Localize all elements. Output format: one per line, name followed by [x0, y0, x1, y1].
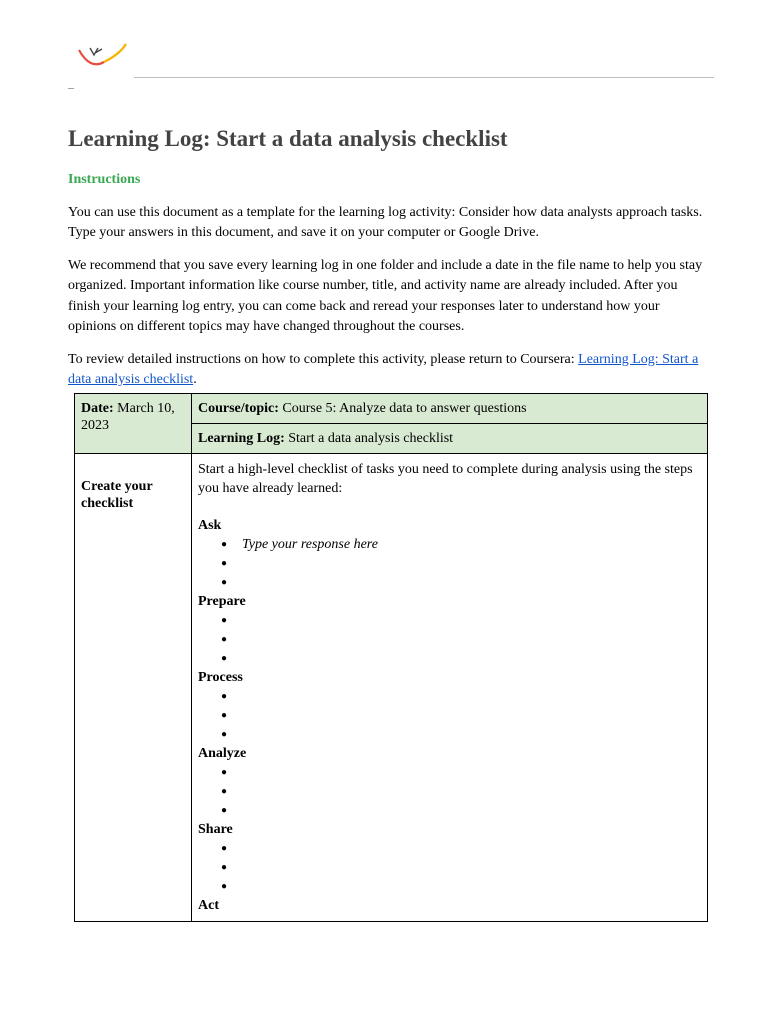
instructions-heading: Instructions: [68, 172, 141, 187]
checklist-item[interactable]: ● Type your response here: [242, 535, 701, 554]
coursera-link[interactable]: Learning Log: Start a data analysis checklist: [68, 351, 699, 387]
checklist-item[interactable]: [242, 649, 701, 668]
bullet-list-share: [198, 839, 701, 896]
bullet-list-process: [198, 687, 701, 744]
section-heading-analyze: Analyze: [198, 746, 247, 761]
checklist-item[interactable]: [242, 782, 701, 801]
header-rule: [134, 77, 714, 78]
checklist-item[interactable]: [242, 801, 701, 820]
checklist-sections: [198, 516, 701, 915]
checklist-item[interactable]: [242, 725, 701, 744]
checklist-intro: Start a high-level checklist of tasks you need to complete during analysis using the steps you have already learned:: [198, 462, 693, 496]
checklist-item[interactable]: [242, 858, 701, 877]
checklist-cell[interactable]: [192, 454, 708, 922]
checklist-item[interactable]: [242, 611, 701, 630]
instructions-paragraph-1: You can use this document as a template for the learning log activity: Consider how data analysts approach tasks. Type your answers in this document, and save it on your computer or Google Drive.: [68, 204, 703, 240]
instructions-section: [68, 170, 703, 403]
page-title: Learning Log: Start a data analysis checklist: [68, 126, 508, 151]
instructions-paragraph-3: [68, 350, 703, 391]
header-dash: –: [68, 80, 74, 94]
date-value: March 10, 2023: [81, 401, 175, 433]
log-cell: [192, 424, 708, 454]
checklist-item[interactable]: [242, 687, 701, 706]
section-heading-prepare: Prepare: [198, 594, 246, 609]
date-cell: [75, 394, 192, 454]
log-value: Start a data analysis checklist: [284, 431, 454, 446]
checklist-item[interactable]: [242, 630, 701, 649]
section-heading-act: Act: [198, 898, 219, 913]
section-heading-ask: Ask: [198, 518, 222, 533]
bullet-list-prepare: [198, 611, 701, 668]
checklist-label: Create your checklist: [81, 479, 153, 511]
checklist-item[interactable]: [242, 763, 701, 782]
checklist-item[interactable]: [242, 573, 701, 592]
instructions-p3-suffix: .: [193, 372, 197, 387]
instructions-paragraph-2: We recommend that you save every learning log in one folder and include a date in the file name to help you stay organized. Important information like course number, title, and activity name are already included. After you finish your learning log entry, you can come back and reread your responses later to understand how your opinions on different topics may have changed throughout the courses.: [68, 257, 703, 334]
instructions-p3-prefix: To review detailed instructions on how to complete this activity, please return to Coursera:: [68, 351, 579, 367]
course-value: Course 5: Analyze data to answer questions: [278, 401, 527, 416]
section-heading-process: Process: [198, 670, 243, 685]
google-logo-icon: [76, 40, 128, 70]
checklist-item[interactable]: [242, 706, 701, 725]
bullet-list-analyze: [198, 763, 701, 820]
course-label: Course/topic:: [198, 401, 279, 416]
checklist-label-cell: [75, 454, 192, 922]
log-label: Learning Log:: [198, 431, 285, 446]
course-cell: [192, 394, 708, 424]
bullet-list-ask: [198, 535, 701, 592]
section-heading-share: Share: [198, 822, 233, 837]
learning-log-table: [74, 393, 708, 922]
checklist-item[interactable]: [242, 839, 701, 858]
checklist-item[interactable]: [242, 554, 701, 573]
checklist-item[interactable]: [242, 877, 701, 896]
date-label: Date:: [81, 401, 114, 416]
